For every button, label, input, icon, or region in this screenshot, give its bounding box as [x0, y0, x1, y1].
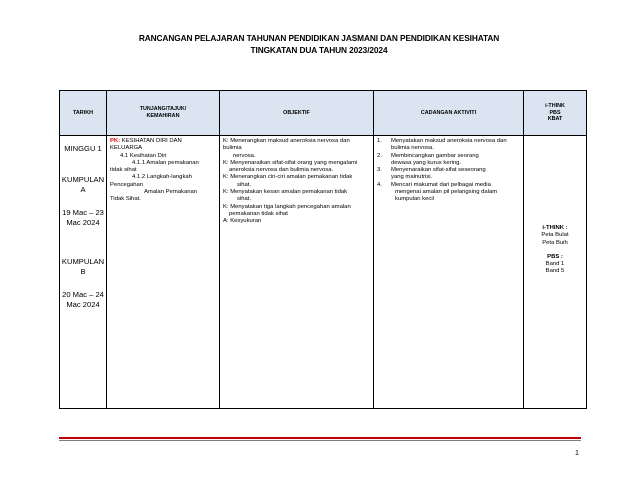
- col-header-tunjang-line2: KEMAHIRAN: [146, 113, 180, 119]
- footer-divider-shadow: [59, 440, 581, 441]
- objective-line: A: Kesyukuran: [223, 218, 262, 225]
- activity-number: 4.: [377, 181, 382, 188]
- objectives-cell: [220, 136, 374, 409]
- date-cell: [60, 136, 107, 409]
- topic-line: tidak sihat: [110, 167, 137, 174]
- topic-line: Amalan Pemakanan: [144, 189, 198, 196]
- group-a-dates-line1: 19 Mac – 23: [62, 207, 104, 217]
- pbs-band: Band 1: [545, 261, 565, 268]
- col-header-objektif: OBJEKTIF: [220, 91, 374, 136]
- group-b-dates-line2: Mac 2024: [66, 300, 100, 309]
- objective-line: sihat.: [237, 181, 252, 188]
- page-number: 1: [575, 450, 579, 457]
- list-item: [377, 153, 520, 168]
- objective-line: bulimia: [223, 145, 242, 152]
- pbs-band: Band 5: [545, 268, 565, 275]
- lesson-plan-table: [59, 90, 587, 409]
- objective-line: nervosa.: [233, 152, 256, 159]
- activity-line: kumpulan kecil: [395, 196, 434, 203]
- activity-line: bulimia nervosa.: [391, 145, 434, 152]
- ithink-cell: [524, 136, 587, 409]
- activity-line: Menyatakan maksud aneroksia nervosa dan: [391, 138, 507, 144]
- topic-cell: [107, 136, 220, 409]
- group-a-dates-line2: Mac 2024: [66, 218, 100, 227]
- list-item: [377, 167, 520, 182]
- activity-number: 1.: [377, 138, 382, 144]
- objective-line: aneroksia nervosa dan bulimia nervosa.: [229, 167, 334, 174]
- group-b-label: KUMPULAN B: [61, 256, 105, 276]
- col-header-tarikh: TARIKH: [60, 91, 107, 136]
- topic-line: KELUARGA: [110, 145, 143, 152]
- table-header-row: [60, 91, 587, 136]
- col-header-tunjang-line1: TUNJANG/TAJUK/: [139, 106, 187, 113]
- pk-text: KESIHATAN DIRI DAN: [120, 138, 182, 144]
- objective-line: K: Menyatakan kesan amalan pemakanan tidak: [223, 189, 348, 196]
- activity-line: mengenai amalan pil pelangsing dalam: [395, 189, 498, 196]
- activities-cell: [374, 136, 524, 409]
- activity-line: yang malnutrisi.: [391, 174, 433, 181]
- objective-line: K: Menyenaraikan sifat-sifat orang yang mengalami: [223, 159, 358, 166]
- document-subtitle: TINGKATAN DUA TAHUN 2023/2024: [250, 45, 388, 55]
- table-row: [60, 136, 587, 409]
- topic-line: 4.1.2 Langkah-langkah: [132, 174, 192, 181]
- footer-divider: [59, 437, 581, 439]
- activity-line: Mencari makumat dari pelbagai media: [391, 181, 491, 188]
- pbs-label: PBS :: [547, 253, 563, 260]
- col-header-ithink: [524, 91, 587, 136]
- col-header-tunjang: [107, 91, 220, 136]
- objective-line: sihat.: [237, 196, 252, 203]
- ithink-item: Peta Bulat: [541, 232, 569, 239]
- topic-heading: [110, 138, 216, 145]
- objective-line: K: Menerangkan ciri-ciri amalan pemakanan tidak: [223, 174, 353, 181]
- group-a-label: KUMPULAN A: [61, 174, 105, 194]
- document-title: RANCANGAN PELAJARAN TAHUNAN PENDIDIKAN JASMANI DAN PENDIDIKAN KESIHATAN: [138, 33, 500, 43]
- objective-line: K: Menerangkan maksud aneroksia nervosa dan: [223, 138, 350, 144]
- activity-line: Membincangkan gambar seorang: [391, 152, 479, 159]
- activity-number: 3.: [377, 167, 382, 174]
- topic-line: Tidak Sihat.: [110, 196, 141, 203]
- objective-line: pemakanan tidak sihat: [229, 210, 288, 217]
- col-header-ithink-line1: i-THINK: [545, 103, 565, 110]
- topic-line: Pencegahan: [110, 181, 144, 188]
- col-header-cadangan: CADANGAN AKTIVITI: [374, 91, 524, 136]
- pk-label: PK:: [110, 138, 121, 144]
- col-header-ithink-line3: KBAT: [547, 116, 563, 123]
- ithink-label: i-THINK :: [542, 225, 568, 231]
- activity-line: Menyenaraikan sifat-sifat seseorang: [391, 167, 486, 174]
- topic-line: 4.1 Kesihatan Diri: [120, 152, 167, 159]
- activity-line: dewasa yang kurus kering.: [391, 159, 462, 166]
- topic-line: 4.1.1 Amalan pemakanan: [132, 159, 199, 166]
- objective-line: K: Menyatakan tiga langkah pencegahan amalan: [223, 203, 351, 210]
- ithink-item: Peta Buih: [542, 239, 568, 246]
- activity-number: 2.: [377, 152, 382, 159]
- group-b-dates-line1: 20 Mac – 24: [62, 289, 104, 299]
- list-item: [377, 138, 520, 153]
- week-label: MINGGU 1: [64, 144, 102, 153]
- col-header-ithink-line2: PBS: [549, 109, 561, 116]
- list-item: [377, 182, 520, 204]
- activity-list: [377, 138, 520, 204]
